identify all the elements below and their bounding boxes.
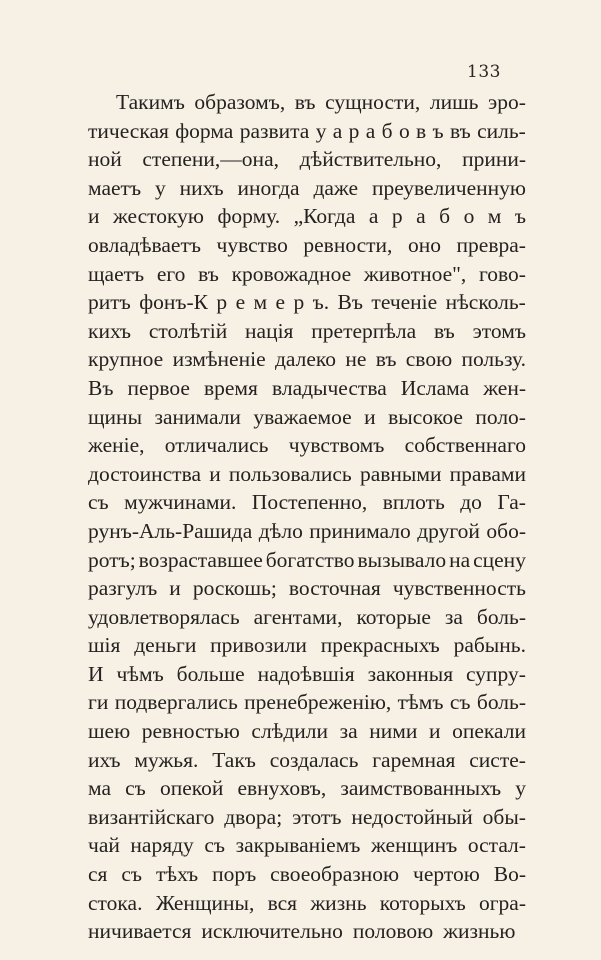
text-line: ихъ мужья. Такъ создалась гаремная систе-: [88, 747, 526, 772]
text-line: тическая форма развита у а р а б о в ъ въ силь-: [88, 118, 526, 143]
text-line: чай наряду съ закрываніемъ женщинъ остал-: [88, 833, 526, 858]
text-line: овладѣваетъ чувство ревности, оно превра-: [88, 232, 526, 257]
text-line: ритъ фонъ-К р е м е р ъ. Въ теченіе нѣсколь-: [88, 290, 526, 315]
text-line: византійскаго двора; этотъ недостойный обы-: [88, 804, 526, 829]
text-line: удовлетворялась агентами, которые за боль-: [88, 604, 526, 629]
text-line: кихъ столѣтій нація претерпѣла въ этомъ: [88, 318, 526, 343]
text-line: стока. Женщины, вся жизнь которыхъ огра-: [88, 890, 526, 915]
text-line: крупное измѣненіе далеко не въ свою пользу.: [88, 347, 526, 372]
text-line: ротъ; возраставшее богатство вызывало на сцену: [88, 547, 526, 572]
text-line: щины занимали уважаемое и высокое поло-: [88, 404, 526, 429]
text-line: Такимъ образомъ, въ сущности, лишь эро-: [116, 90, 526, 114]
text-line: маетъ у нихъ иногда даже преувеличенную: [88, 175, 526, 200]
text-line: ся съ тѣхъ поръ своеобразною чертою Во-: [88, 862, 526, 887]
text-line: ги подвергались пренебреженію, тѣмъ съ боль-: [88, 690, 526, 715]
body-text: [88, 88, 526, 946]
text-line: Въ первое время владычества Ислама жен-: [88, 375, 526, 400]
text-line: ма съ опекой евнуховъ, заимствованныхъ у: [88, 776, 526, 801]
text-line: разгулъ и роскошь; восточная чувственность: [88, 576, 526, 601]
text-line: женіе, отличались чувствомъ собственнаго: [88, 433, 526, 458]
text-line: рунъ-Аль-Рашида дѣло принимало другой обо-: [88, 518, 526, 543]
text-line: шія деньги привозили прекрасныхъ рабынь.: [88, 633, 526, 658]
text-line: и жестокую форму. „Когда а р а б о м ъ: [88, 204, 526, 229]
text-line: ной степени,—она, дѣйствительно, прини-: [88, 147, 526, 172]
text-line: шею ревностью слѣдили за ними и опекали: [88, 719, 526, 744]
text-line: съ мужчинами. Постепенно, вплоть до Га-: [88, 490, 526, 515]
page-number: 133: [467, 62, 501, 82]
text-line: ничивается исключительно половою жизнью: [88, 919, 516, 944]
text-line: И чѣмъ больше надоѣвшія законныя супру-: [88, 661, 526, 686]
text-line: достоинства и пользовались равными правами: [88, 461, 526, 486]
text-line: щаетъ его въ кровожадное животное", гово-: [88, 261, 526, 286]
